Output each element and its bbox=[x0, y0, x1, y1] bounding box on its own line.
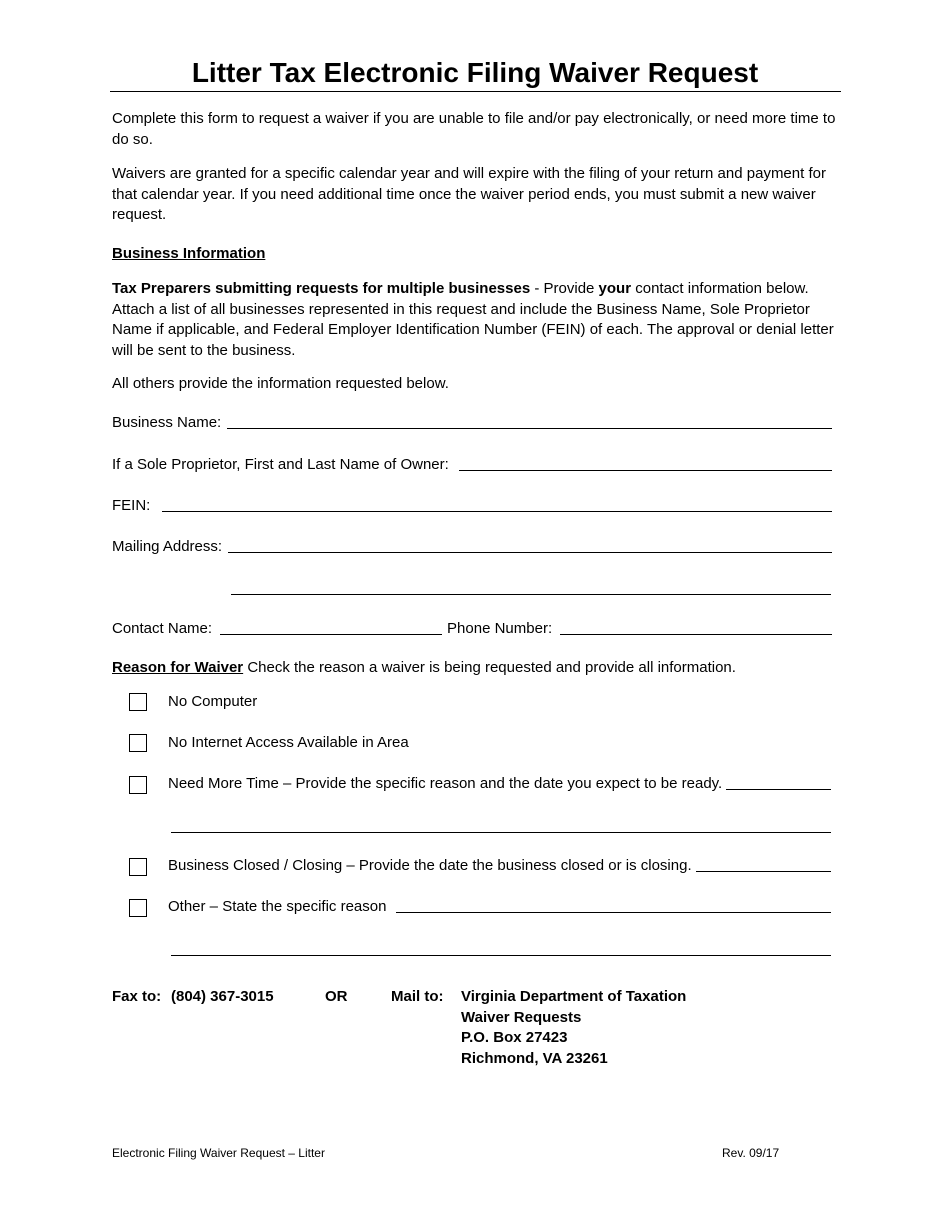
need-more-time-label: Need More Time – Provide the specific reason and the date you expect to be ready. bbox=[168, 775, 723, 792]
sole-proprietor-field[interactable] bbox=[459, 470, 832, 471]
mailing-address-line-2[interactable] bbox=[231, 594, 831, 595]
no-internet-checkbox[interactable] bbox=[129, 734, 147, 752]
reason-for-waiver-line bbox=[112, 658, 842, 679]
form-name-footer: Electronic Filing Waiver Request – Litter bbox=[112, 1146, 325, 1160]
fein-label: FEIN: bbox=[112, 497, 151, 514]
phone-number-label: Phone Number: bbox=[447, 620, 553, 637]
intro-paragraph-1: Complete this form to request a waiver if you are unable to file and/or pay electronically, or need more time to do so. bbox=[112, 110, 836, 148]
fein-row bbox=[112, 495, 832, 517]
no-computer-label: No Computer bbox=[168, 693, 258, 710]
contact-name-label: Contact Name: bbox=[112, 620, 213, 637]
tax-preparers-bold: Tax Preparers submitting requests for multiple businesses bbox=[112, 280, 531, 297]
other-label: Other – State the specific reason bbox=[168, 898, 387, 915]
business-name-field[interactable] bbox=[227, 428, 832, 429]
no-computer-checkbox[interactable] bbox=[129, 693, 147, 711]
other-row bbox=[168, 896, 831, 918]
other-checkbox[interactable] bbox=[129, 899, 147, 917]
contact-name-field[interactable] bbox=[220, 634, 442, 635]
other-reason-line-2[interactable] bbox=[171, 955, 831, 956]
intro-paragraph-2: Waivers are granted for a specific calendar year and will expire with the filing of your return and payment for that calendar year. If you need additional time once the waiver period ends, you must submit a new waiver request. bbox=[112, 165, 826, 223]
other-reason-field[interactable] bbox=[396, 912, 831, 913]
mailing-address-label: Mailing Address: bbox=[112, 538, 223, 555]
title-divider bbox=[110, 91, 841, 92]
page-title: Litter Tax Electronic Filing Waiver Request bbox=[191, 57, 759, 88]
need-more-time-row bbox=[168, 773, 831, 795]
address-line-1: Virginia Department of Taxation bbox=[461, 988, 687, 1005]
closing-date-field[interactable] bbox=[696, 871, 831, 872]
fax-number: (804) 367-3015 bbox=[171, 988, 274, 1005]
business-name-row bbox=[112, 412, 832, 434]
mailing-address-block bbox=[461, 987, 686, 1069]
business-closed-row bbox=[168, 855, 831, 877]
or-text: OR bbox=[325, 988, 348, 1005]
mailing-address-row bbox=[112, 536, 832, 558]
tax-preparers-mid: - Provide bbox=[530, 280, 599, 297]
mailing-address-field[interactable] bbox=[228, 552, 832, 553]
address-line-2: Waiver Requests bbox=[461, 1008, 582, 1026]
sole-proprietor-label: If a Sole Proprietor, First and Last Name of Owner: bbox=[112, 456, 449, 473]
address-line-4: Richmond, VA 23261 bbox=[461, 1049, 608, 1067]
no-internet-label: No Internet Access Available in Area bbox=[168, 734, 409, 751]
tax-preparers-rest: contact information below. Attach a list of all businesses represented in this request and include the Business Name, Sole Proprietor Name if applicable, and Federal Employer Identification Number (FEIN) of each. The approval or denial letter will be sent to the business. bbox=[112, 280, 834, 359]
contact-row bbox=[112, 618, 832, 640]
tax-preparers-your: your bbox=[598, 280, 632, 297]
business-info-heading: Business Information bbox=[112, 245, 266, 262]
tax-preparers-paragraph bbox=[112, 279, 842, 361]
business-name-label: Business Name: bbox=[112, 414, 222, 431]
revision-footer: Rev. 09/17 bbox=[722, 1146, 780, 1160]
business-closed-checkbox[interactable] bbox=[129, 858, 147, 876]
mail-to-label: Mail to: bbox=[391, 988, 444, 1005]
need-more-time-reason-line[interactable] bbox=[171, 832, 831, 833]
all-others-text: All others provide the information requested below. bbox=[112, 375, 449, 392]
need-more-time-checkbox[interactable] bbox=[129, 776, 147, 794]
reason-for-waiver-heading: Reason for Waiver bbox=[112, 659, 244, 676]
business-closed-label: Business Closed / Closing – Provide the date the business closed or is closing. bbox=[168, 857, 692, 874]
sole-proprietor-row bbox=[112, 454, 832, 476]
reason-instruction: Check the reason a waiver is being requested and provide all information. bbox=[243, 659, 736, 676]
phone-number-field[interactable] bbox=[560, 634, 832, 635]
ready-date-field[interactable] bbox=[726, 789, 831, 790]
address-line-3: P.O. Box 27423 bbox=[461, 1029, 568, 1046]
fein-field[interactable] bbox=[162, 511, 832, 512]
fax-to-label: Fax to: bbox=[112, 988, 162, 1005]
